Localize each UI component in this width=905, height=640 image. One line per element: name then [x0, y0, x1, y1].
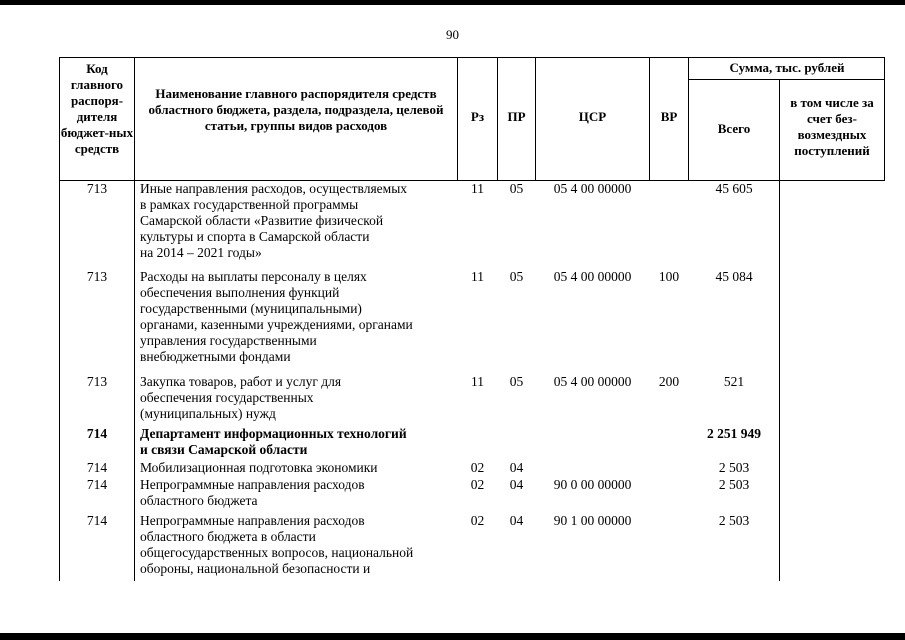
header-pr: ПР — [507, 109, 526, 124]
row-rz: 02 — [470, 513, 485, 528]
row-code: 713 — [86, 181, 108, 196]
row-total: 521 — [723, 374, 745, 389]
row-pr: 05 — [509, 269, 524, 284]
row-pr: 04 — [509, 460, 524, 475]
row-name: Непрограммные направления расходов областного бюджета в области общегосударственных вопросов, национальной обороны, национальной безопасности и — [140, 513, 414, 576]
row-rz: 11 — [471, 181, 484, 196]
bottom-border — [0, 633, 905, 640]
row-name: Департамент информационных технологий и связи Самарской области — [140, 426, 407, 457]
row-csr: 90 1 00 00000 — [553, 513, 632, 528]
row-code: 713 — [86, 269, 108, 284]
row-total: 2 251 949 — [707, 426, 761, 441]
row-pr: 05 — [509, 181, 524, 196]
col-divider — [779, 181, 780, 581]
row-rz: 11 — [471, 269, 484, 284]
row-csr: 05 4 00 00000 — [553, 269, 632, 284]
row-name: Закупка товаров, работ и услуг для обеспечения государственных (муниципальных) нужд — [140, 374, 342, 421]
row-pr: 04 — [509, 513, 524, 528]
top-border — [0, 0, 905, 5]
row-rz: 02 — [470, 477, 485, 492]
header-name: Наименование главного распорядителя средств областного бюджета, раздела, подраздела, целевой статьи, группы видов расходов — [148, 86, 444, 133]
row-pr: 04 — [509, 477, 524, 492]
header-sum: Сумма, тыс. рублей — [729, 60, 845, 75]
row-divider — [688, 79, 885, 80]
row-csr: 05 4 00 00000 — [553, 181, 632, 196]
row-code: 713 — [86, 374, 108, 389]
row-rz: 11 — [471, 374, 484, 389]
col-divider — [134, 57, 135, 181]
row-vr: 100 — [658, 269, 680, 284]
row-total: 2 503 — [718, 513, 750, 528]
row-rz: 02 — [470, 460, 485, 475]
row-code: 714 — [86, 460, 108, 475]
row-name: Иные направления расходов, осуществляемых в рамках государственной программы Самарской области «Развитие физической культуры и спорта в Самарской области на 2014 – 2021 годы» — [140, 181, 408, 260]
col-divider — [779, 80, 780, 181]
row-total: 45 605 — [715, 181, 753, 196]
header-csr: ЦСР — [578, 109, 607, 124]
header-vr: ВР — [660, 109, 678, 124]
row-total: 45 084 — [715, 269, 753, 284]
row-total: 2 503 — [718, 477, 750, 492]
row-code: 714 — [86, 426, 108, 441]
header-rz: Рз — [470, 109, 485, 124]
row-name: Мобилизационная подготовка экономики — [140, 460, 378, 475]
header-code: Код главного распоря-дителя бюджет-ных средств — [60, 61, 134, 156]
row-csr: 90 0 00 00000 — [553, 477, 632, 492]
row-vr: 200 — [658, 374, 680, 389]
row-total: 2 503 — [718, 460, 750, 475]
header-incl: в том числе за счет без-возмездных поступлений — [790, 95, 874, 158]
row-pr: 05 — [509, 374, 524, 389]
row-name: Расходы на выплаты персоналу в целях обеспечения выполнения функций государственными (муниципальными) органами, казенными учреждениями, органами управления государственными внебюджетными фондами — [140, 269, 413, 364]
row-code: 714 — [86, 513, 108, 528]
row-csr: 05 4 00 00000 — [553, 374, 632, 389]
col-divider — [134, 181, 135, 581]
row-code: 714 — [86, 477, 108, 492]
header-total: Всего — [717, 121, 751, 136]
page-number: 90 — [446, 27, 459, 42]
row-name: Непрограммные направления расходов областного бюджета — [140, 477, 365, 508]
